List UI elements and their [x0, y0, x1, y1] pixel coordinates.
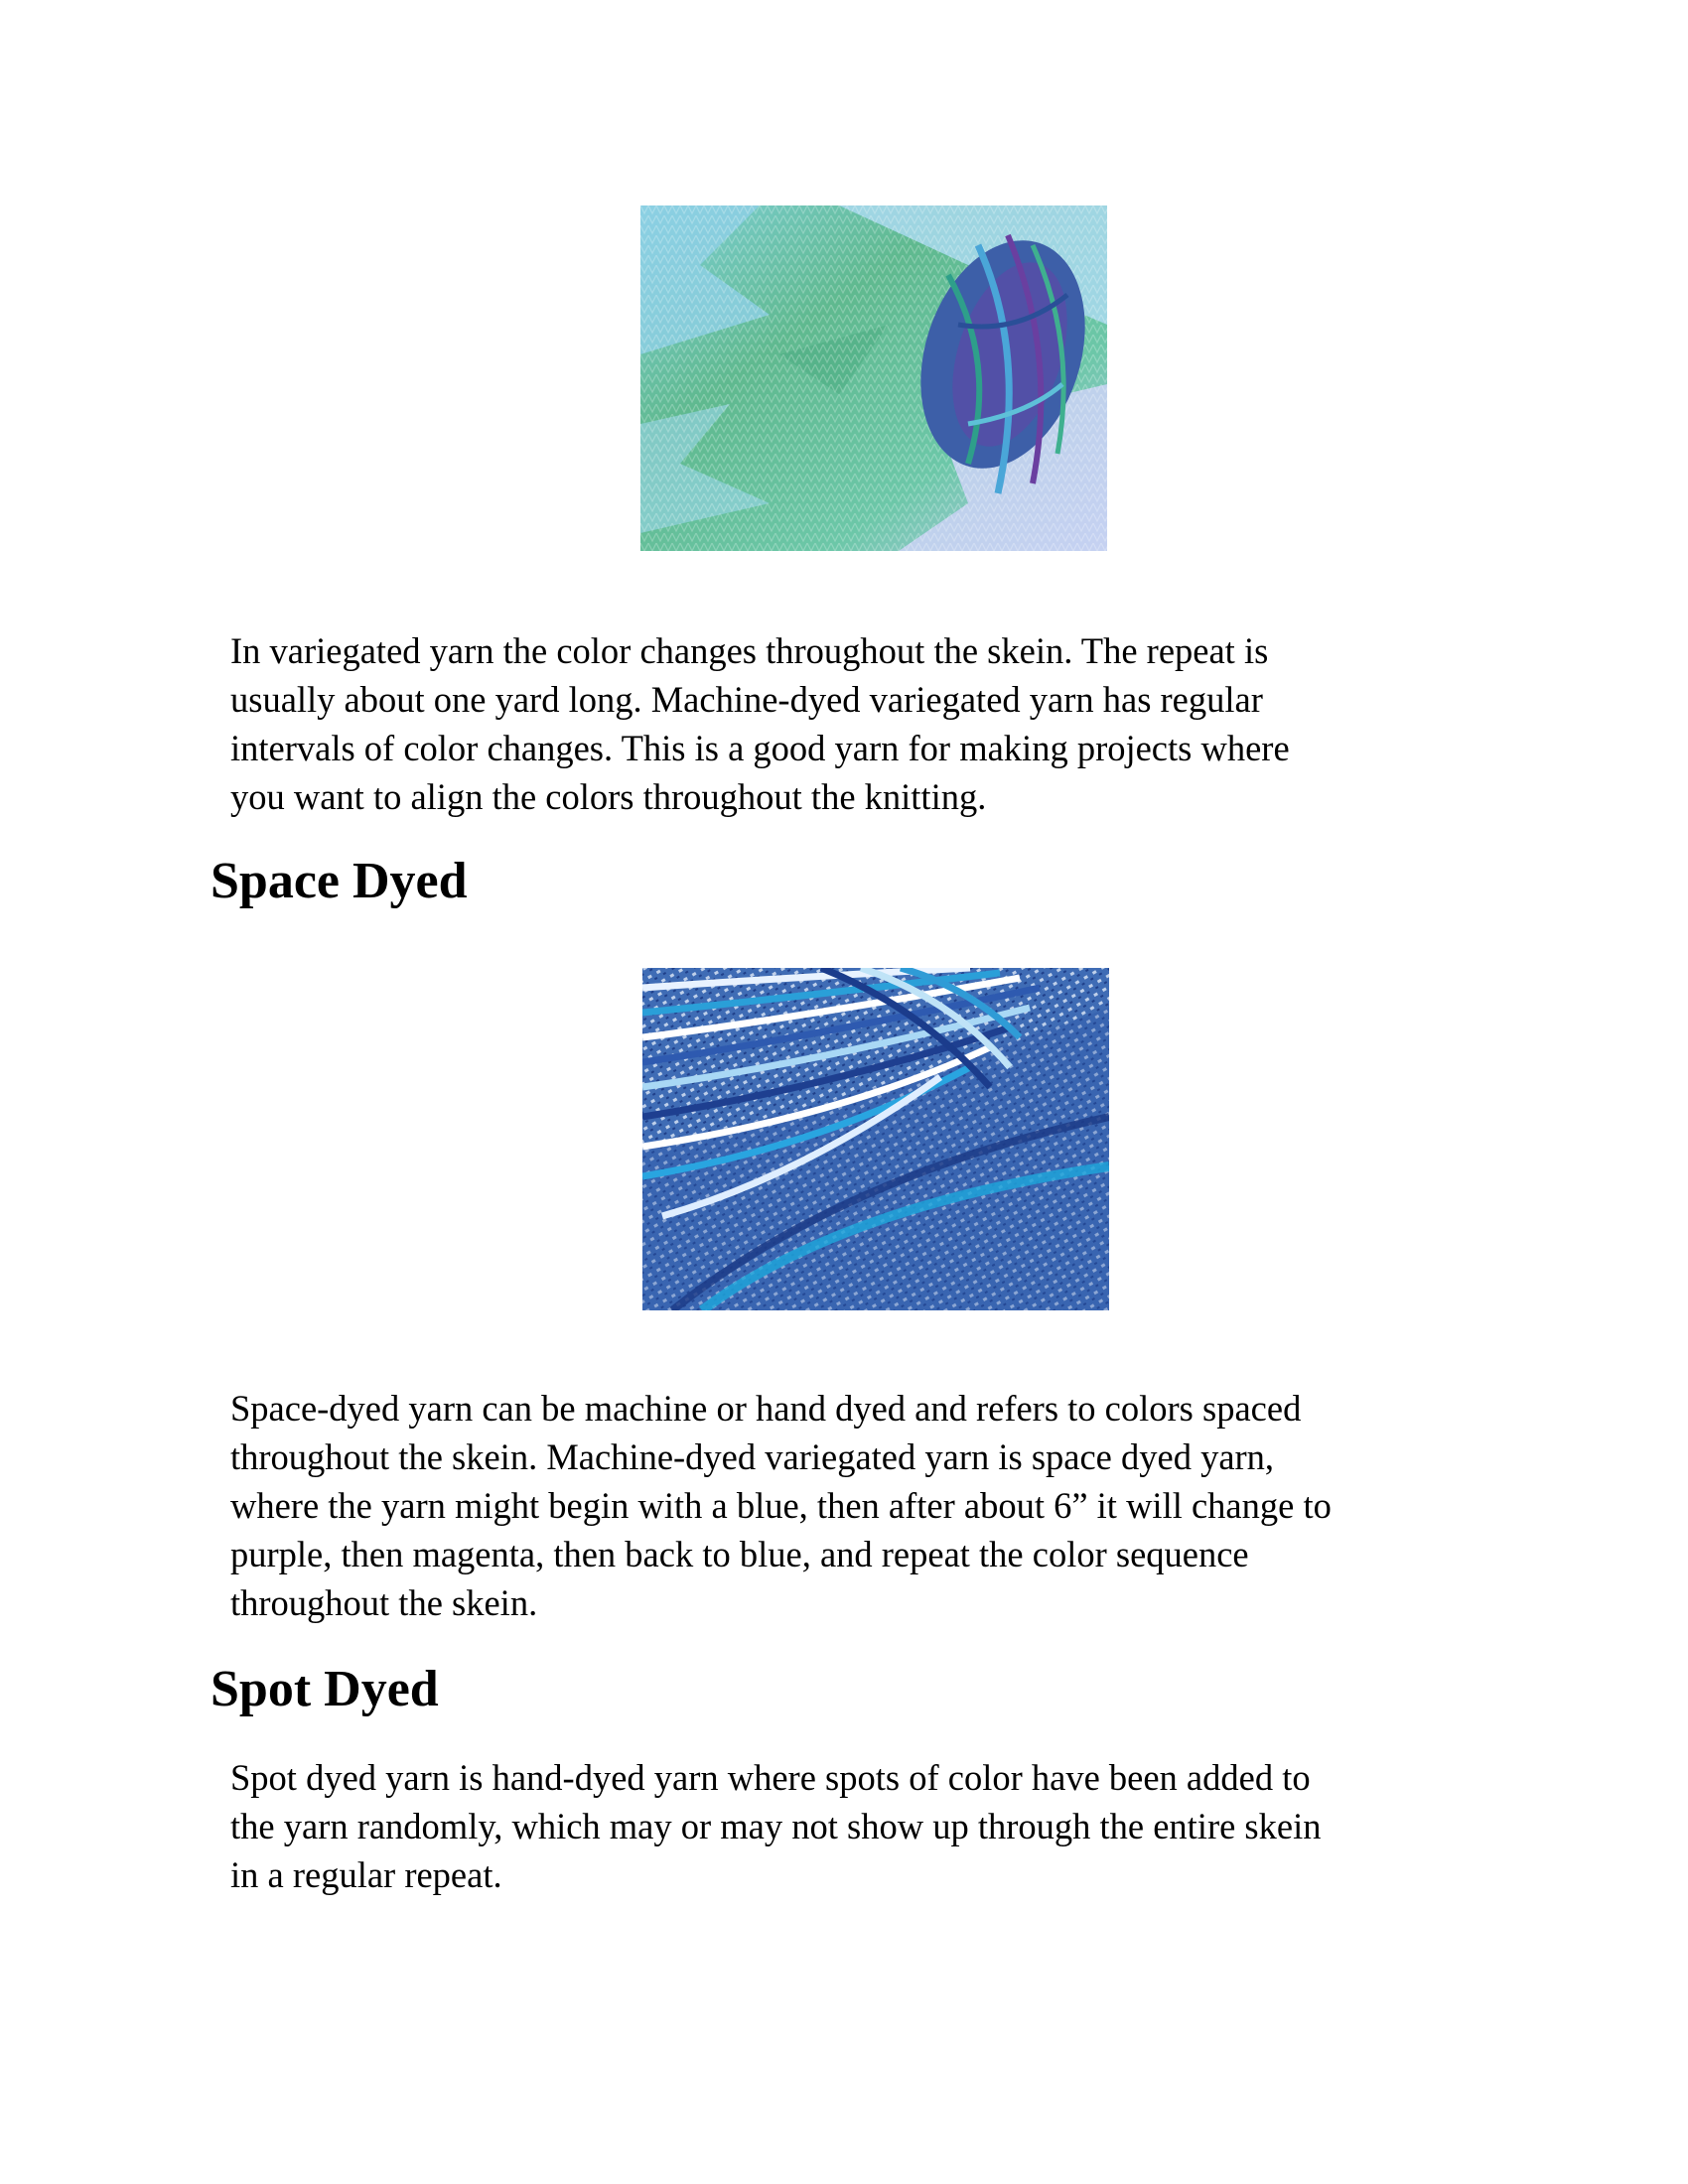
space-dyed-heading: Space Dyed: [211, 853, 468, 909]
space-dyed-paragraph: Space-dyed yarn can be machine or hand dyed and refers to colors spaced throughout the skein. Machine-dyed variegated yarn is space dyed yarn, where the yarn might begin with a blue, then after about 6” it will change to purple, then magenta, then back to blue, and repeat the color sequence throughout the skein.: [230, 1388, 1332, 1623]
spot-dyed-paragraph: Spot dyed yarn is hand-dyed yarn where spots of color have been added to the yarn randomly, which may or may not show up through the entire skein in a regular repeat.: [230, 1757, 1322, 1895]
space-dyed-yarn-photo: [642, 968, 1109, 1310]
spot-dyed-heading: Spot Dyed: [211, 1661, 439, 1717]
variegated-paragraph: In variegated yarn the color changes throughout the skein. The repeat is usually about one yard long. Machine-dyed variegated yarn has regular intervals of color changes. This is a good yarn for making projects where you want to align the colors throughout the knitting.: [230, 630, 1290, 817]
variegated-yarn-swatch-photo: [640, 205, 1107, 551]
